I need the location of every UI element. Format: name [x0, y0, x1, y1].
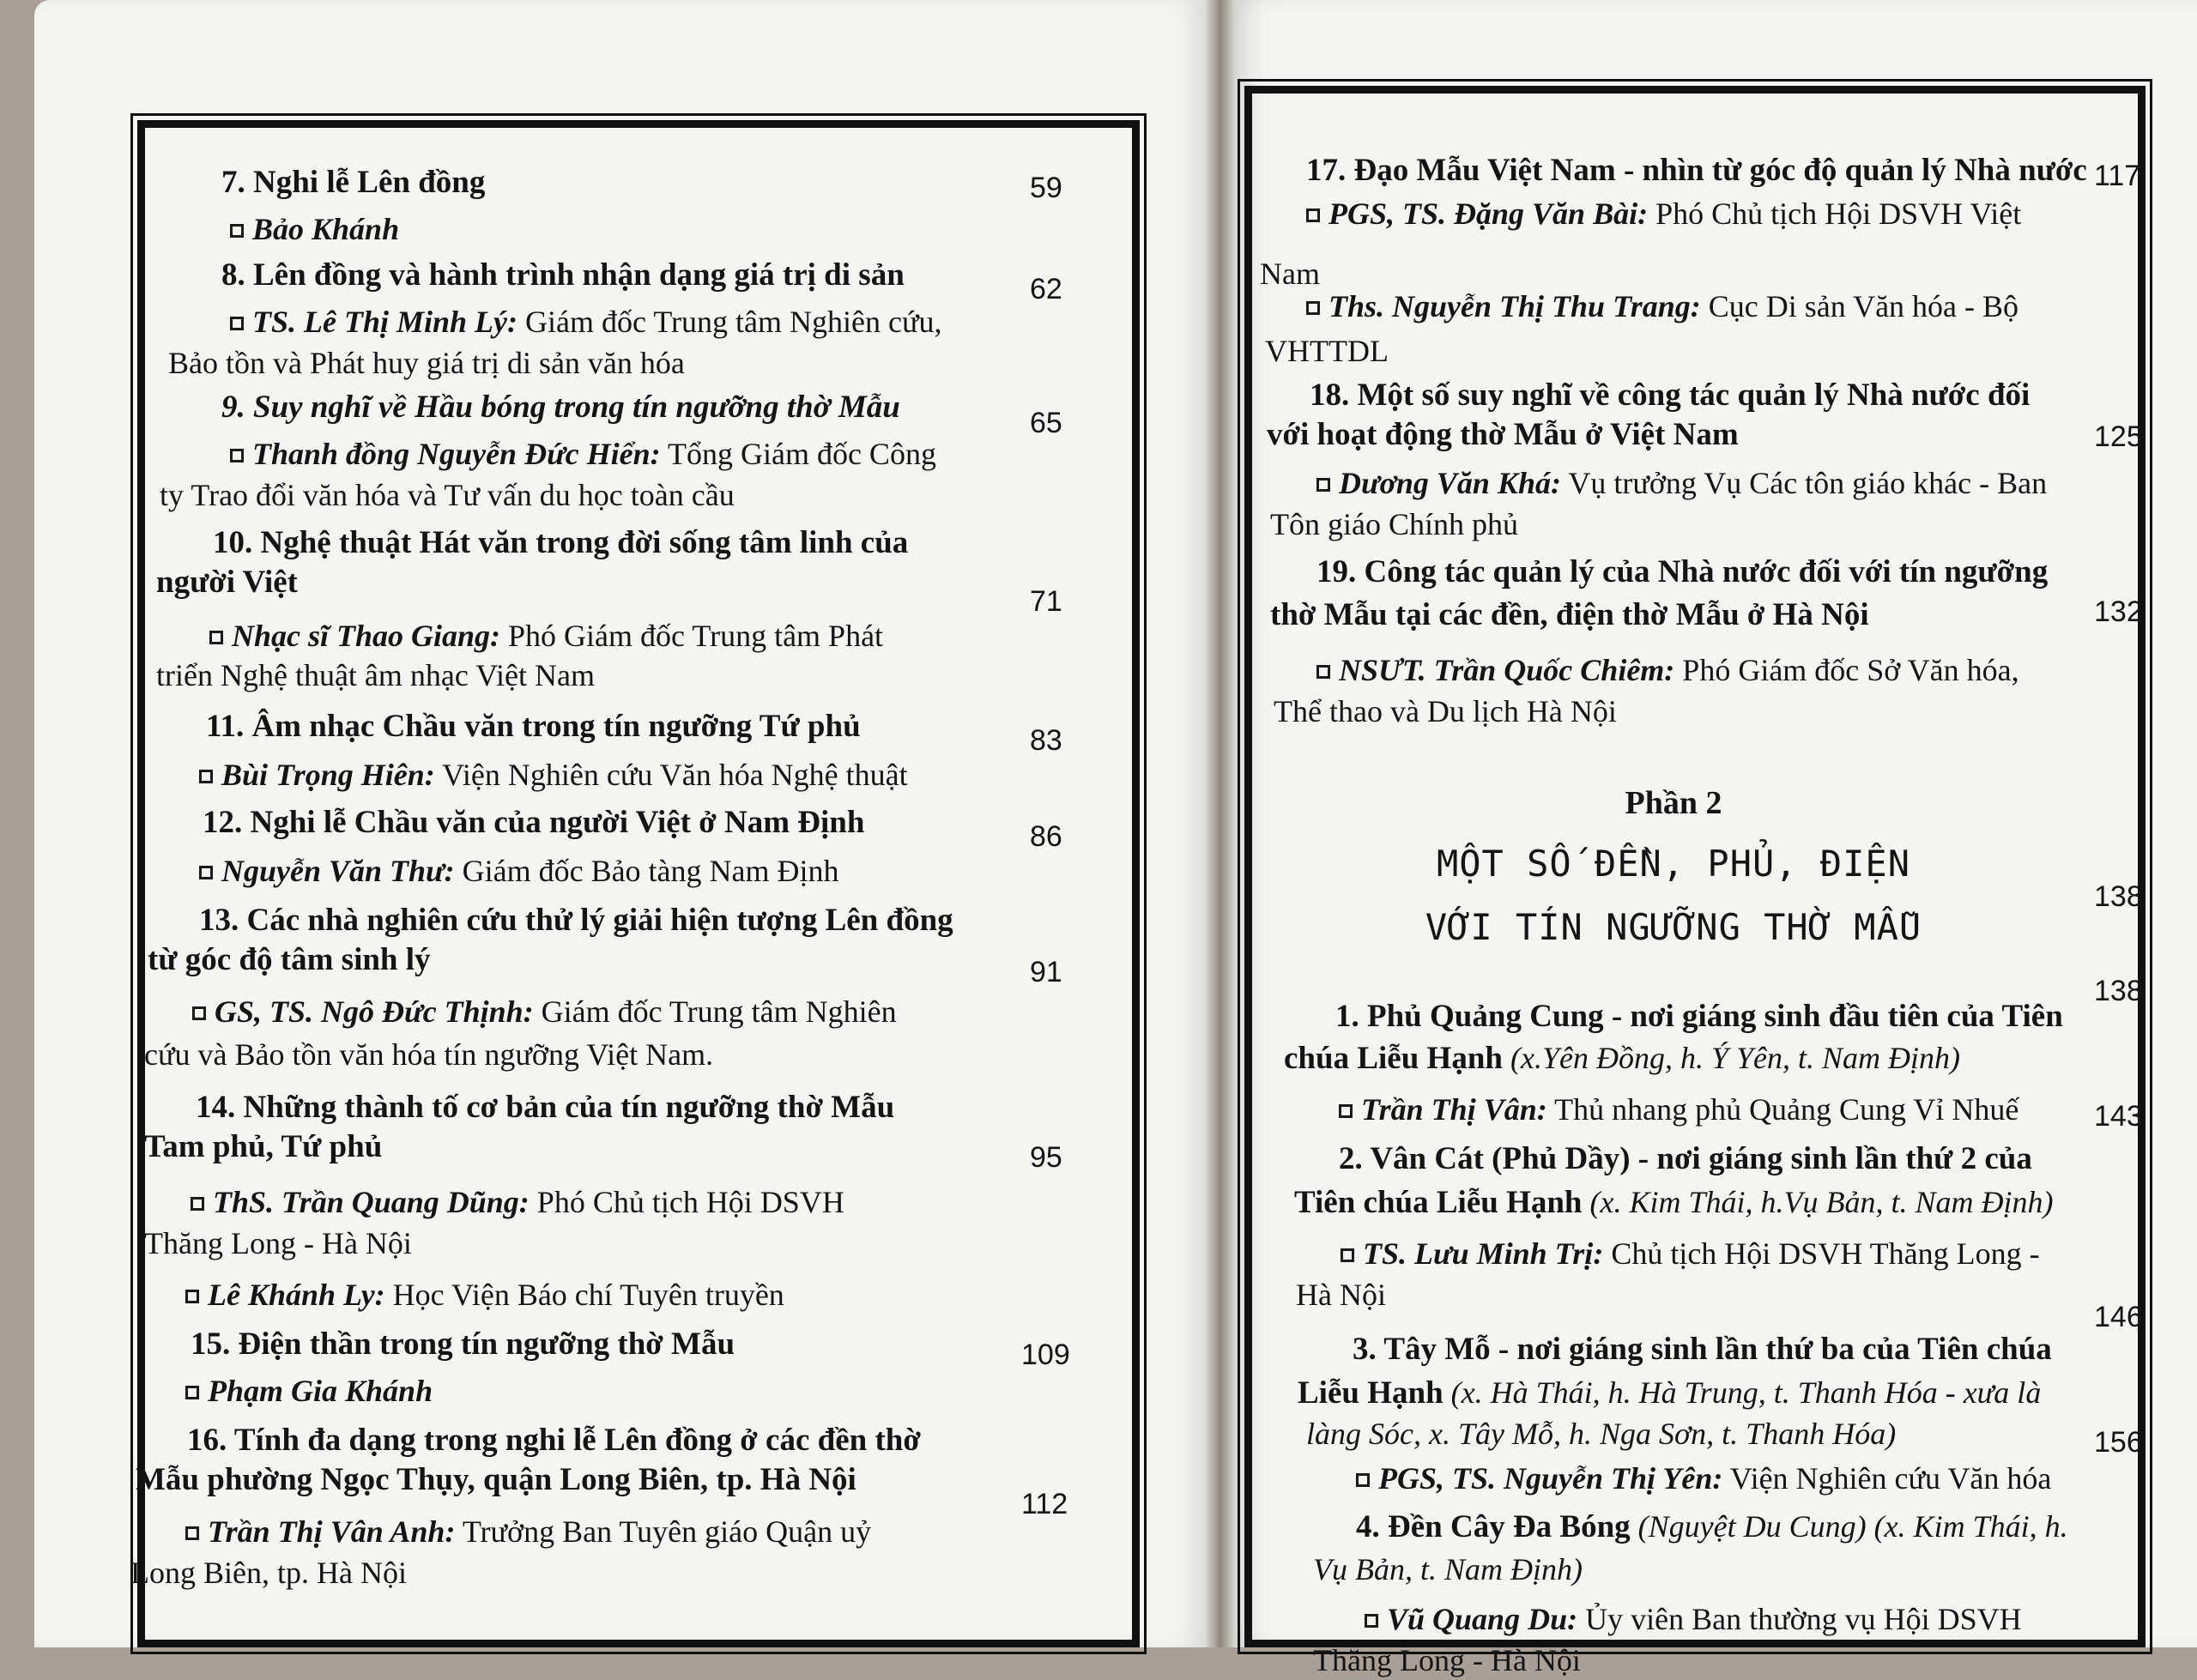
toc-entry-title: 9. Suy nghĩ về Hầu bóng trong tín ngưỡng thờ Mẫu	[221, 390, 900, 425]
toc-page-number: 91	[1030, 956, 1062, 988]
book-gutter	[1206, 0, 1235, 1647]
toc-page-number: 95	[1030, 1141, 1062, 1174]
toc-entry-continuation: VHTTDL	[1265, 334, 1389, 368]
toc-page-number: 138	[2094, 880, 2143, 913]
toc-entry-author: Nhạc sĩ Thao Giang: Phó Giám đốc Trung tâm Phát	[209, 616, 883, 656]
toc-entry-title: 3. Tây Mỗ - nơi giáng sinh lần thứ ba của Tiên chúa	[1353, 1332, 2052, 1367]
checkbox-bullet-icon	[230, 449, 244, 462]
toc-entry-continuation: Vụ Bản, t. Nam Định)	[1313, 1552, 1583, 1586]
checkbox-bullet-icon	[1341, 1248, 1354, 1262]
toc-entry-author: Bảo Khánh	[230, 209, 399, 249]
checkbox-bullet-icon	[1339, 1104, 1353, 1118]
toc-entry-author: Lê Khánh Ly: Học Viện Báo chí Tuyên truyền	[185, 1275, 784, 1314]
toc-page-number: 138	[2094, 975, 2143, 1007]
checkbox-bullet-icon	[199, 866, 213, 879]
toc-entry-title: 16. Tính đa dạng trong nghi lễ Lên đồng ở các đền thờ	[187, 1423, 921, 1458]
toc-page-number: 112	[1021, 1488, 1068, 1520]
toc-page-number: 83	[1030, 724, 1062, 757]
toc-entry-author: Ths. Nguyễn Thị Thu Trang: Cục Di sản Văn hóa - Bộ	[1306, 287, 2018, 326]
toc-entry-title: 11. Âm nhạc Chầu văn trong tín ngưỡng Tứ phủ	[206, 709, 861, 744]
toc-entry-continuation: với hoạt động thờ Mẫu ở Việt Nam	[1267, 417, 1739, 452]
toc-entry-title: 2. Vân Cát (Phủ Dầy) - nơi giáng sinh lần thứ 2 của	[1339, 1141, 2032, 1176]
toc-page-number: 132	[2094, 595, 2143, 628]
toc-entry-author: Vũ Quang Du: Ủy viên Ban thường vụ Hội DSVH	[1365, 1599, 2022, 1639]
toc-entry-title: 18. Một số suy nghĩ về công tác quản lý Nhà nước đối	[1310, 378, 2031, 413]
toc-entry-continuation: Long Biên, tp. Hà Nội	[130, 1556, 407, 1590]
toc-entry-title: 1. Phủ Quảng Cung - nơi giáng sinh đầu tiên của Tiên	[1335, 999, 2063, 1034]
toc-entry-author: Thanh đồng Nguyễn Đức Hiển: Tổng Giám đốc Công	[230, 434, 936, 474]
toc-entry-author: PGS, TS. Đặng Văn Bài: Phó Chủ tịch Hội DSVH Việt	[1306, 194, 2021, 233]
checkbox-bullet-icon	[1316, 665, 1330, 679]
toc-entry-author: NSƯT. Trần Quốc Chiêm: Phó Giám đốc Sở Văn hóa,	[1316, 650, 2019, 690]
toc-entry-continuation: Thăng Long - Hà Nội	[144, 1226, 412, 1260]
toc-entry-author: TS. Lưu Minh Trị: Chủ tịch Hội DSVH Thăng Long -	[1341, 1234, 2040, 1273]
checkbox-bullet-icon	[199, 770, 213, 783]
checkbox-bullet-icon	[1306, 208, 1320, 222]
toc-entry-author: GS, TS. Ngô Đức Thịnh: Giám đốc Trung tâm Nghiên	[192, 992, 897, 1031]
part-title-line-1: MỘT SỐ ĐỀN, PHỦ, ĐIỆN	[1436, 843, 1910, 885]
toc-entry-title: 4. Đền Cây Đa Bóng (Nguyệt Du Cung) (x. Kim Thái, h.	[1356, 1509, 2068, 1544]
toc-entry-title: 13. Các nhà nghiên cứu thử lý giải hiện tượng Lên đồng	[199, 903, 953, 938]
toc-page-number: 71	[1030, 585, 1062, 618]
checkbox-bullet-icon	[185, 1386, 199, 1399]
toc-page-number: 146	[2094, 1301, 2143, 1333]
checkbox-bullet-icon	[1316, 478, 1330, 492]
toc-entry-author: Nguyễn Văn Thư: Giám đốc Bảo tàng Nam Định	[199, 851, 839, 891]
toc-entry-continuation: thờ Mẫu tại các đền, điện thờ Mẫu ở Hà Nội	[1270, 597, 1869, 632]
checkbox-bullet-icon	[1356, 1473, 1370, 1487]
checkbox-bullet-icon	[230, 317, 244, 330]
toc-entry-author: Phạm Gia Khánh	[185, 1371, 433, 1411]
toc-entry-continuation: Thể thao và Du lịch Hà Nội	[1274, 694, 1617, 728]
toc-entry-author: Bùi Trọng Hiên: Viện Nghiên cứu Văn hóa Nghệ thuật	[199, 755, 908, 795]
toc-page-number: 86	[1030, 820, 1062, 853]
checkbox-bullet-icon	[192, 1006, 206, 1020]
toc-entry-continuation: từ góc độ tâm sinh lý	[148, 942, 431, 977]
checkbox-bullet-icon	[185, 1290, 199, 1303]
toc-entry-continuation: Tam phủ, Tứ phủ	[144, 1129, 383, 1164]
checkbox-bullet-icon	[185, 1526, 199, 1540]
toc-entry-continuation: Bảo tồn và Phát huy giá trị di sản văn hóa	[168, 346, 685, 380]
checkbox-bullet-icon	[209, 631, 223, 644]
checkbox-bullet-icon	[1365, 1614, 1378, 1628]
checkbox-bullet-icon	[230, 224, 244, 238]
toc-entry-author: Trần Thị Vân: Thủ nhang phủ Quảng Cung Vỉ Nhuế	[1339, 1090, 2018, 1129]
toc-entry-continuation: ty Trao đổi văn hóa và Tư vấn du học toàn cầu	[160, 478, 735, 512]
toc-page-number: 59	[1030, 172, 1062, 204]
toc-page-number: 109	[1021, 1339, 1070, 1371]
toc-entry-title: 7. Nghi lễ Lên đồng	[221, 165, 486, 200]
toc-entry-title: 12. Nghi lễ Chầu văn của người Việt ở Nam Định	[203, 805, 865, 840]
toc-entry-author: Trần Thị Vân Anh: Trưởng Ban Tuyên giáo Quận uỷ	[185, 1512, 871, 1551]
checkbox-bullet-icon	[191, 1197, 204, 1211]
toc-entry-author: PGS, TS. Nguyễn Thị Yên: Viện Nghiên cứu Văn hóa	[1356, 1459, 2051, 1498]
toc-entry-continuation: chúa Liễu Hạnh (x.Yên Đồng, h. Ý Yên, t. Nam Định)	[1284, 1041, 1960, 1076]
toc-entry-author: Dương Văn Khá: Vụ trưởng Vụ Các tôn giáo khác - Ban	[1316, 463, 2047, 503]
toc-entry-continuation: người Việt	[156, 565, 299, 600]
part-label: Phần 2	[1625, 785, 1722, 821]
toc-entry-title: 14. Những thành tố cơ bản của tín ngưỡng thờ Mẫu	[196, 1090, 895, 1125]
toc-entry-continuation: Tiên chúa Liễu Hạnh (x. Kim Thái, h.Vụ Bản, t. Nam Định)	[1294, 1185, 2054, 1220]
toc-entry-title: 10. Nghệ thuật Hát văn trong đời sống tâm linh của	[213, 525, 909, 560]
toc-page-number: 125	[2094, 420, 2143, 453]
toc-entry-title: 8. Lên đồng và hành trình nhận dạng giá trị di sản	[221, 257, 905, 293]
toc-page-number: 62	[1030, 273, 1062, 305]
toc-page-number: 117	[2094, 160, 2141, 192]
toc-entry-continuation: Liễu Hạnh (x. Hà Thái, h. Hà Trung, t. Thanh Hóa - xưa là	[1298, 1375, 2042, 1411]
toc-entry-continuation: Tôn giáo Chính phủ	[1270, 507, 1518, 541]
toc-page-number: 65	[1030, 407, 1062, 439]
toc-entry-continuation: Mẫu phường Ngọc Thụy, quận Long Biên, tp. Hà Nội	[136, 1462, 856, 1497]
toc-entry-title: 15. Điện thần trong tín ngưỡng thờ Mẫu	[191, 1326, 735, 1362]
toc-page-number: 143	[2094, 1100, 2143, 1133]
toc-entry-continuation: cứu và Bảo tồn văn hóa tín ngưỡng Việt Nam.	[144, 1037, 714, 1072]
checkbox-bullet-icon	[1306, 301, 1320, 315]
toc-entry-continuation: Thăng Long - Hà Nội	[1313, 1643, 1581, 1677]
toc-page-number: 156	[2094, 1426, 2143, 1459]
toc-entry-continuation: Hà Nội	[1296, 1278, 1386, 1312]
part-title-line-2: VỚI TÍN NGƯỠNG THỜ MẪU	[1425, 906, 1922, 948]
toc-entry-continuation: triển Nghệ thuật âm nhạc Việt Nam	[156, 658, 596, 692]
toc-entry-author: ThS. Trần Quang Dũng: Phó Chủ tịch Hội DSVH	[191, 1182, 844, 1222]
toc-entry-continuation: làng Sóc, x. Tây Mỗ, h. Nga Sơn, t. Thanh Hóa)	[1306, 1417, 1897, 1451]
toc-entry-continuation: Nam	[1260, 257, 1320, 291]
toc-entry-author: TS. Lê Thị Minh Lý: Giám đốc Trung tâm Nghiên cứu,	[230, 302, 942, 341]
toc-entry-title: 17. Đạo Mẫu Việt Nam - nhìn từ góc độ quản lý Nhà nước	[1306, 153, 2087, 188]
toc-entry-title: 19. Công tác quản lý của Nhà nước đối với tín ngưỡng	[1316, 554, 2049, 589]
